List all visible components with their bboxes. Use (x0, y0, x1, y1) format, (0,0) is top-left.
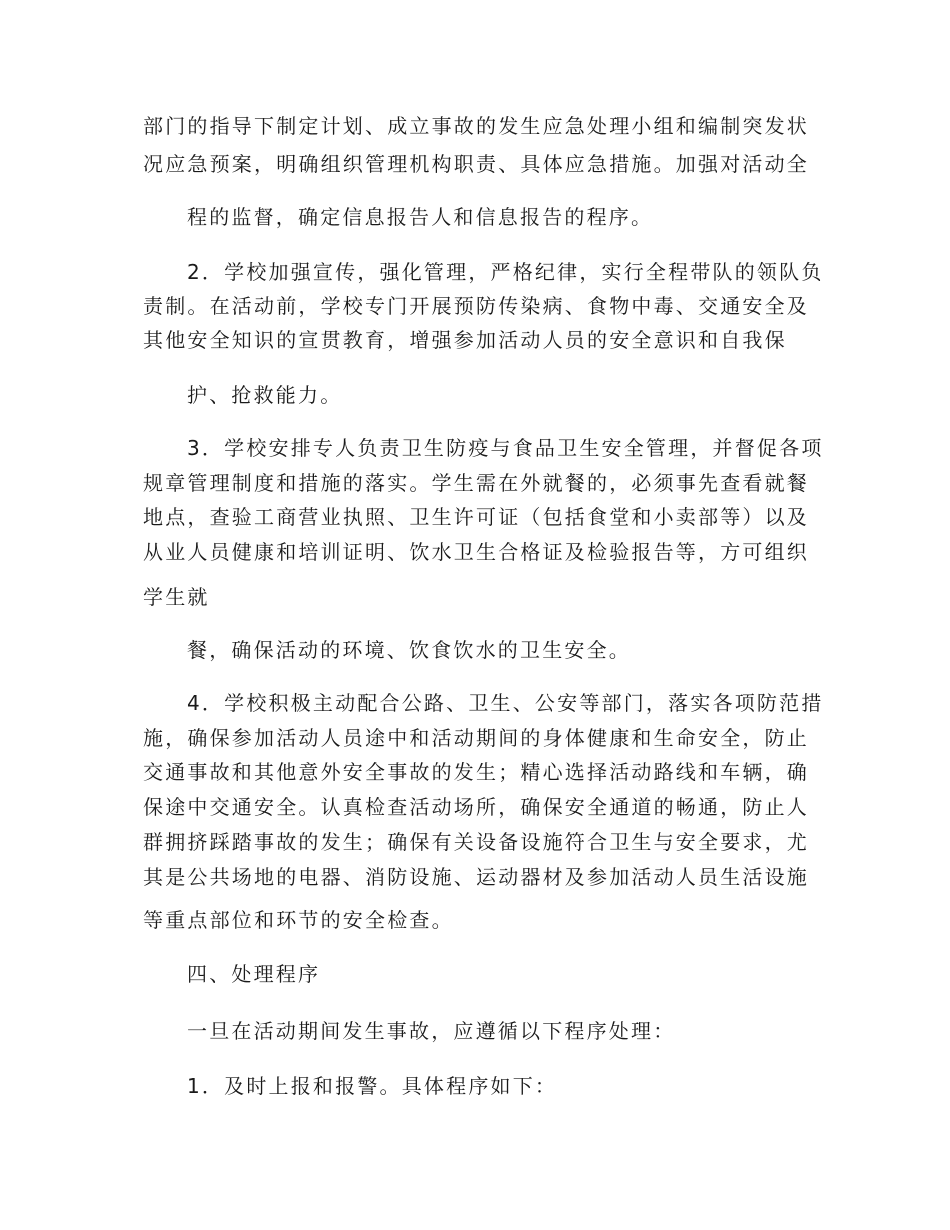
text-line: 学生就 (143, 585, 210, 609)
list-item: 1．及时上报和报警。具体程序如下： (187, 1074, 558, 1098)
text-line: 其是公共场地的电器、消防设施、运动器材及参加活动人员生活设施 (143, 865, 809, 889)
text-line: 规章管理制度和措施的落实。学生需在外就餐的，必须事先查看就餐 (143, 471, 809, 495)
text-line: 其他安全知识的宣贯教育，增强参加活动人员的安全意识和自我保 (143, 328, 787, 352)
text-line: 况应急预案，明确组织管理机构职责、具体应急措施。加强对活动全 (143, 152, 809, 176)
text-line: 餐，确保活动的环境、饮食饮水的卫生安全。 (187, 638, 631, 662)
text-line: 保途中交通安全。认真检查活动场所，确保安全通道的畅通，防止人 (143, 795, 809, 819)
text-line: 一旦在活动期间发生事故，应遵循以下程序处理： (187, 1019, 676, 1043)
text-line: 护、抢救能力。 (187, 383, 343, 407)
text-line: 程的监督，确定信息报告人和信息报告的程序。 (187, 205, 654, 229)
text-line: 从业人员健康和培训证明、饮水卫生合格证及检验报告等，方可组织 (143, 540, 809, 564)
text-line: 施，确保参加活动人员途中和活动期间的身体健康和生命安全，防止 (143, 726, 809, 750)
text-line: 群拥挤踩踏事故的发生；确保有关设备设施符合卫生与安全要求，尤 (143, 830, 809, 854)
text-line: 部门的指导下制定计划、成立事故的发生应急处理小组和编制突发状 (143, 114, 809, 138)
paragraph-4-start: 4．学校积极主动配合公路、卫生、公安等部门，落实各项防范措 (187, 691, 824, 715)
text-line: 地点，查验工商营业执照、卫生许可证（包括食堂和小卖部等）以及 (143, 505, 809, 529)
text-line: 等重点部位和环节的安全检查。 (143, 908, 454, 932)
section-heading: 四、处理程序 (187, 962, 321, 986)
paragraph-2-start: 2．学校加强宣传，强化管理，严格纪律，实行全程带队的领队负 (187, 260, 824, 284)
paragraph-3-start: 3．学校安排专人负责卫生防疫与食品卫生安全管理，并督促各项 (187, 436, 824, 460)
text-line: 交通事故和其他意外安全事故的发生；精心选择活动路线和车辆，确 (143, 760, 809, 784)
text-line: 责制。在活动前，学校专门开展预防传染病、食物中毒、交通安全及 (143, 294, 809, 318)
